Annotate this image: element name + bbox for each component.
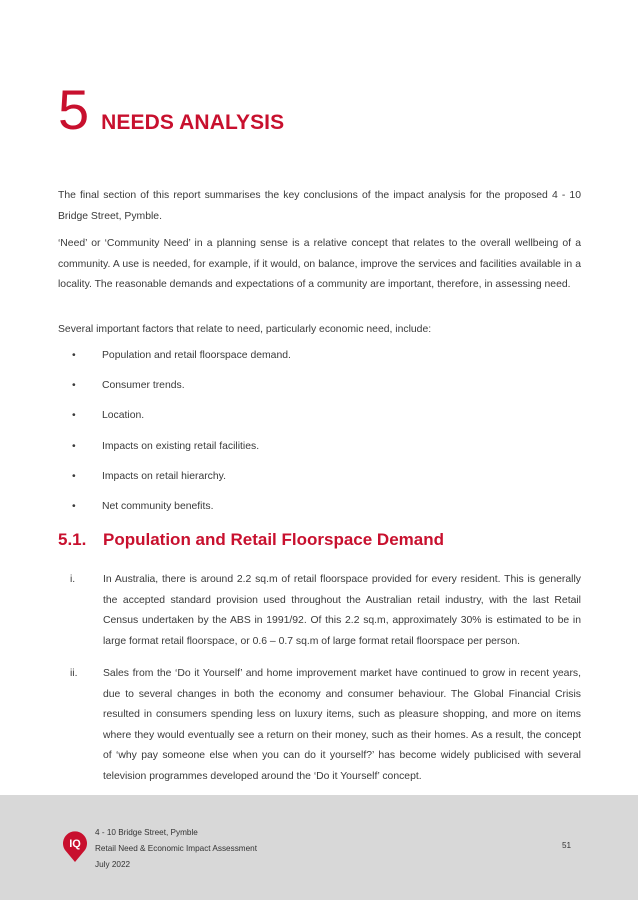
bullet-icon: • bbox=[72, 380, 76, 392]
chapter-number: 5 bbox=[58, 78, 90, 141]
bullet-icon: • bbox=[72, 410, 76, 422]
item-text: In Australia, there is around 2.2 sq.m of retail floorspace provided for every resident. This is generally the accepted standard provision used throughout the Australian retail industry, with the last Retail Census undertaken by the ABS in 1991/92. Of this 2.2 sq.m, approximately 30% is estimated to be in large format retail floorspace, or 0.6 – 0.7 sq.m of large format retail floorspace per person. bbox=[103, 574, 581, 647]
section-title: Population and Retail Floorspace Demand bbox=[103, 530, 444, 549]
list-item bbox=[58, 467, 581, 497]
intro-paragraph-2: ‘Need’ or ‘Community Need’ in a planning sense is a relative concept that relates to the overall wellbeing of a community. A use is needed, for example, if it would, on balance, improve the services and facilities available in a locality. The reasonable demands and expectations of a community are important, therefore, in assessing need. bbox=[58, 238, 581, 290]
list-item-text: Impacts on existing retail facilities. bbox=[102, 440, 260, 452]
intro-paragraph-3: Several important factors that relate to need, particularly economic need, include: bbox=[58, 324, 432, 335]
page-footer bbox=[0, 795, 638, 900]
list-item bbox=[58, 437, 581, 467]
factor-list bbox=[58, 346, 581, 527]
intro-paragraph-1: The final section of this report summarises the key conclusions of the impact analysis for the proposed 4 - 10 Bridge Street, Pymble. bbox=[58, 190, 581, 222]
list-item-text: Location. bbox=[102, 410, 145, 422]
bullet-icon: • bbox=[72, 440, 76, 452]
list-item-text: Consumer trends. bbox=[102, 380, 185, 392]
list-item-text: Impacts on retail hierarchy. bbox=[102, 470, 226, 482]
list-item bbox=[58, 376, 581, 406]
footer-address: 4 - 10 Bridge Street, Pymble bbox=[95, 828, 198, 837]
list-item bbox=[58, 346, 581, 376]
section-heading bbox=[58, 530, 444, 550]
numbered-item bbox=[58, 570, 581, 652]
item-text: Sales from the ‘Do it Yourself’ and home improvement market have continued to grow in recent years, due to several changes in both the economy and consumer behaviour. The Global Financial Crisis resulted in consumers spending less on luxury items, such as pleasure shopping, and more on items where they would eventually see a return on their money, such as their homes. As a result, the concept of ‘why pay someone else when you can do it yourself?’ has become widely publicised with several television programmes developed around the ‘Do it Yourself’ concept. bbox=[103, 668, 581, 782]
iq-logo-icon bbox=[61, 829, 89, 863]
page-number: 51 bbox=[562, 841, 572, 850]
item-marker: ii. bbox=[70, 668, 78, 679]
footer-report-title: Retail Need & Economic Impact Assessment bbox=[95, 844, 257, 853]
list-item-text: Population and retail floorspace demand. bbox=[102, 350, 291, 361]
section-number: 5.1. bbox=[58, 530, 87, 549]
list-item-text: Net community benefits. bbox=[102, 500, 214, 512]
list-item bbox=[58, 406, 581, 436]
footer-date: July 2022 bbox=[95, 860, 131, 869]
chapter-title: NEEDS ANALYSIS bbox=[101, 111, 285, 134]
numbered-list bbox=[58, 570, 581, 799]
logo-text: IQ bbox=[69, 838, 81, 850]
list-item bbox=[58, 497, 581, 527]
numbered-item bbox=[58, 664, 581, 787]
bullet-icon: • bbox=[72, 470, 76, 482]
footer-info bbox=[95, 825, 257, 873]
chapter-heading bbox=[58, 78, 285, 141]
item-marker: i. bbox=[70, 574, 76, 585]
bullet-icon: • bbox=[72, 500, 76, 512]
bullet-icon: • bbox=[72, 350, 76, 361]
